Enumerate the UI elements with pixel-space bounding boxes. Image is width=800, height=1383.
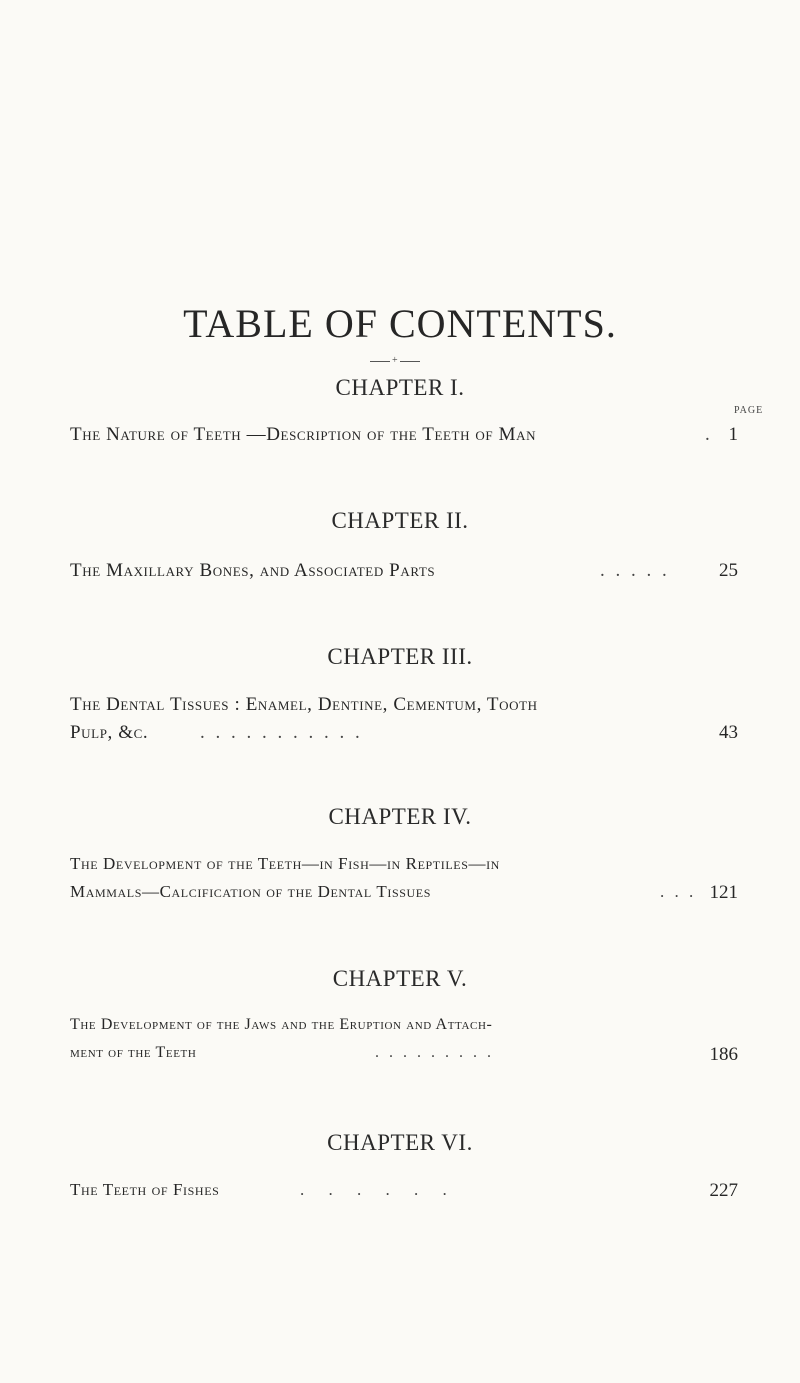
title-ornament [370,355,422,366]
chapter-4-title-line-2 [70,882,738,902]
chapter-5-title-line-1 [70,1016,738,1034]
chapter-3-title-text-1: The Dental Tissues : Enamel, Dentine, Cementum, Tooth [70,694,538,715]
chapter-3-page-number: 43 [719,722,738,743]
chapter-3-leader: . . . . . . . . . . . [200,722,363,743]
chapter-5-title-line-2 [70,1044,738,1062]
chapter-1-title-text: The Nature of Teeth —Description of the Teeth of Man [70,424,537,445]
chapter-4-title-text-2: Mammals—Calcification of the Dental Tissues [70,882,431,901]
chapter-1-title-line-1 [70,424,738,446]
chapter-4-heading: CHAPTER IV. [328,804,472,829]
chapter-6-page-number: 227 [709,1180,738,1201]
chapter-6-title-line-1 [70,1180,738,1200]
chapter-4-title-line-1 [70,854,738,874]
chapter-6-heading: CHAPTER VI. [327,1130,473,1155]
chapter-2-leader: . . . . . [600,560,670,581]
chapter-1-page-number: 1 [728,424,738,445]
chapter-4-leader: . . . [660,882,697,901]
chapter-2-title-text: The Maxillary Bones, and Associated Parts [70,560,436,581]
chapter-2-page-number: 25 [719,560,738,581]
chapter-6-title-text: The Teeth of Fishes [70,1180,220,1199]
chapter-4-title-text-1: The Development of the Teeth—in Fish—in Reptiles—in [70,854,500,873]
chapter-1-heading: CHAPTER I. [335,375,465,400]
chapter-4-page-number: 121 [709,882,738,903]
chapter-2-heading: CHAPTER II. [331,508,469,533]
ornament-cross: + [392,355,398,366]
chapter-2-title-line-1 [70,560,738,582]
ornament-rule-left [370,361,390,362]
chapter-3-title-line-1 [70,694,738,716]
page-column-label: PAGE [734,405,764,416]
chapter-5-leader: . . . . . . . . . [375,1044,494,1061]
ornament-rule-right [400,361,420,362]
chapter-5-page-number: 186 [709,1044,738,1065]
chapter-1-leader: . [705,424,713,445]
chapter-6-leader: . . . . . . [300,1180,457,1199]
chapter-5-title-text-2: ment of the Teeth [70,1044,197,1061]
chapter-3-title-line-2 [70,722,738,744]
chapter-3-heading: CHAPTER III. [327,644,473,669]
chapter-3-title-text-2: Pulp, &c. [70,722,149,743]
page-title: TABLE OF CONTENTS. [183,301,617,346]
chapter-5-title-text-1: The Development of the Jaws and the Eruption and Attach- [70,1016,493,1033]
chapter-5-heading: CHAPTER V. [332,966,468,991]
